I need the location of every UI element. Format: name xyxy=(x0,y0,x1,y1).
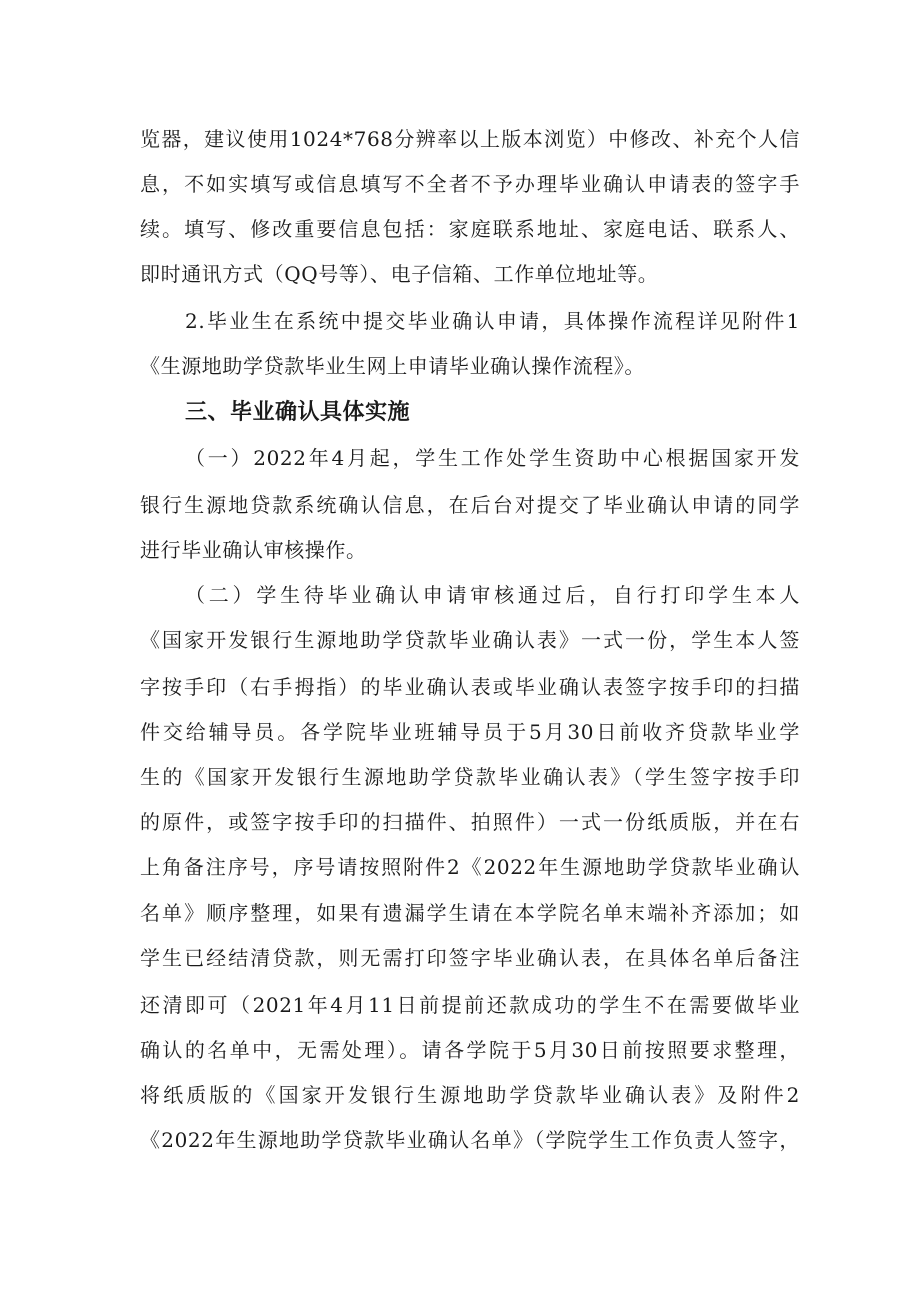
body-text-line: 件交给辅导员。各学院毕业班辅导员于5月30日前收齐贷款毕业学 xyxy=(140,720,800,744)
body-text-line: 生的《国家开发银行生源地助学贷款毕业确认表》（学生签字按手印 xyxy=(140,765,800,789)
body-text-line: 即时通讯方式（QQ号等）、电子信箱、工作单位地址等。 xyxy=(140,262,659,286)
body-text-line: （一）2022年4月起，学生工作处学生资助中心根据国家开发 xyxy=(185,446,800,470)
body-text-line: 《2022年生源地助学贷款毕业确认名单》（学院学生工作负责人签字， xyxy=(140,1128,800,1152)
body-text-line: 还清即可（2021年4月11日前提前还款成功的学生不在需要做毕业 xyxy=(140,993,800,1017)
body-text-line: 确认的名单中，无需处理）。请各学院于5月30日前按照要求整理， xyxy=(140,1038,800,1062)
body-text-line: 的原件，或签字按手印的扫描件、拍照件）一式一份纸质版，并在右 xyxy=(140,810,800,834)
body-text-line: 2.毕业生在系统中提交毕业确认申请，具体操作流程详见附件1 xyxy=(185,309,800,333)
body-text-line: 进行毕业确认审核操作。 xyxy=(140,538,367,562)
body-text-line: 息，不如实填写或信息填写不全者不予办理毕业确认申请表的签字手 xyxy=(140,172,800,196)
body-text-line: 学生已经结清贷款，则无需打印签字毕业确认表，在具体名单后备注 xyxy=(140,946,800,970)
body-text-line: 《国家开发银行生源地助学贷款毕业确认表》一式一份，学生本人签 xyxy=(140,628,800,652)
body-text-line: 银行生源地贷款系统确认信息，在后台对提交了毕业确认申请的同学 xyxy=(140,493,800,517)
section-heading: 三、毕业确认具体实施 xyxy=(185,400,411,425)
body-text-line: 《生源地助学贷款毕业生网上申请毕业确认操作流程》。 xyxy=(140,354,645,378)
body-text-line: 将纸质版的《国家开发银行生源地助学贷款毕业确认表》及附件2 xyxy=(140,1083,800,1107)
body-text-line: 览器，建议使用1024*768分辨率以上版本浏览）中修改、补充个人信 xyxy=(140,127,800,151)
body-text-line: 字按手印（右手拇指）的毕业确认表或毕业确认表签字按手印的扫描 xyxy=(140,675,800,699)
body-text-line: 名单》顺序整理，如果有遗漏学生请在本学院名单末端补齐添加；如 xyxy=(140,901,800,925)
body-text-line: 上角备注序号，序号请按照附件2《2022年生源地助学贷款毕业确认 xyxy=(140,855,800,879)
body-text-line: （二）学生待毕业确认申请审核通过后，自行打印学生本人 xyxy=(185,583,800,607)
body-text-line: 续。填写、修改重要信息包括：家庭联系地址、家庭电话、联系人、 xyxy=(140,217,800,241)
